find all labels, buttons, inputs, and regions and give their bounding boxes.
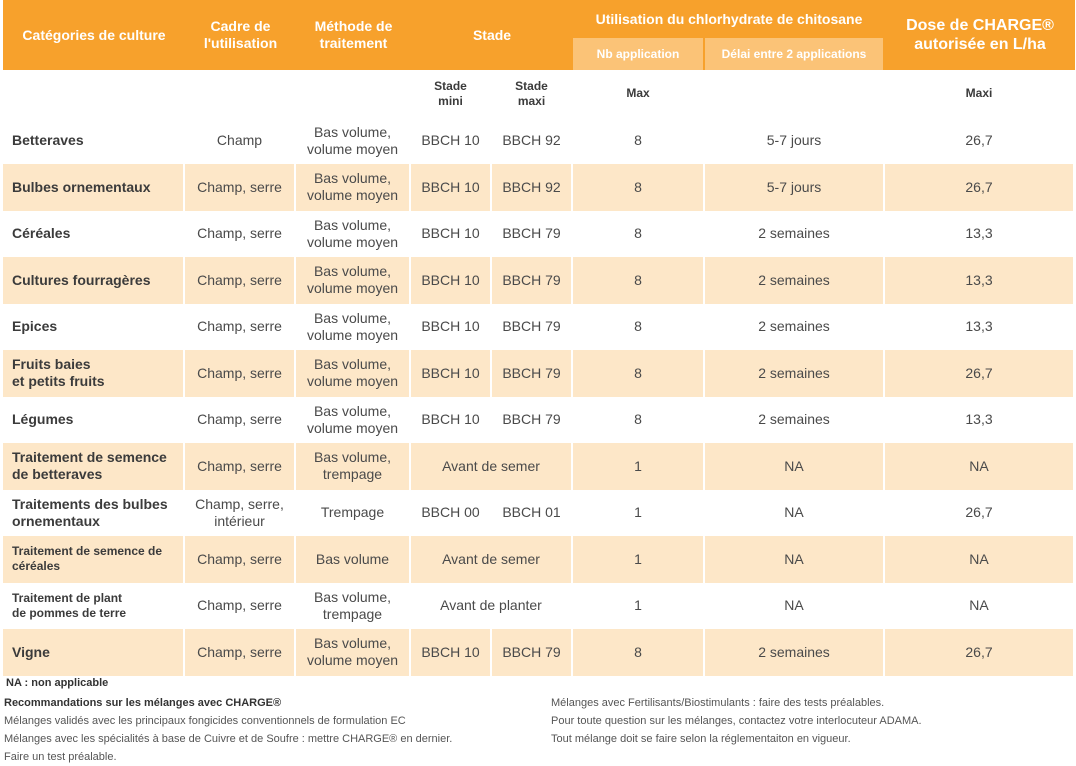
methode-cell-line: Bas volume,	[313, 309, 392, 326]
culture-category	[3, 117, 185, 164]
methode-cell-line: trempage	[322, 605, 383, 622]
nb-application-cell: 8	[573, 304, 705, 351]
dose-cell: 26,7	[885, 350, 1075, 397]
methode-cell-line: volume moyen	[306, 140, 399, 157]
footer-left-line: Mélanges avec les spécialités à base de Cuivre et de Soufre : mettre CHARGE® en dernier.	[4, 733, 453, 745]
dose-cell: 26,7	[885, 629, 1075, 676]
delai-cell: 2 semaines	[705, 304, 885, 351]
subheader-max: Max	[573, 70, 705, 117]
culture-category-line: de pommes de terre	[12, 605, 127, 620]
cadre-cell-line: Champ, serre	[197, 318, 282, 335]
footer-right-line: Mélanges avec Fertilisants/Biostimulants : faire des tests préalables.	[551, 697, 885, 709]
cadre-cell	[185, 397, 296, 444]
stade-mini-cell: BBCH 10	[411, 304, 492, 351]
nb-application-cell: 1	[573, 583, 705, 630]
header-methode-line1: Méthode de	[314, 18, 393, 35]
methode-cell-line: Bas volume,	[313, 588, 392, 605]
cadre-cell	[185, 117, 296, 164]
cadre-cell	[185, 164, 296, 211]
cadre-cell-line: intérieur	[214, 512, 265, 529]
dose-cell: NA	[885, 443, 1075, 490]
culture-category	[3, 490, 185, 537]
culture-category	[3, 350, 185, 397]
culture-category	[3, 583, 185, 630]
table-row	[3, 490, 1075, 537]
table-row	[3, 211, 1075, 258]
stade-mini-cell: BBCH 10	[411, 257, 492, 304]
nb-application-cell: 1	[573, 443, 705, 490]
nb-application-cell: 8	[573, 211, 705, 258]
nb-application-cell: 8	[573, 350, 705, 397]
methode-cell-line: volume moyen	[306, 280, 399, 297]
cadre-cell-line: Champ, serre	[197, 411, 282, 428]
methode-cell	[296, 397, 411, 444]
table-row	[3, 536, 1075, 583]
culture-category-line: Traitements des bulbes	[12, 495, 168, 512]
methode-cell-line: Bas volume,	[313, 170, 392, 187]
dose-cell: 26,7	[885, 117, 1075, 164]
stade-mini-cell: BBCH 10	[411, 164, 492, 211]
nb-application-cell: 8	[573, 164, 705, 211]
stade-span-cell: Avant de semer	[411, 443, 573, 490]
header-cadre	[185, 0, 296, 70]
subheader-empty	[185, 70, 296, 117]
cadre-cell	[185, 536, 296, 583]
cadre-cell-line: Champ, serre	[197, 225, 282, 242]
stade-maxi-cell: BBCH 01	[492, 490, 573, 537]
subheader-empty	[296, 70, 411, 117]
culture-category-line: et petits fruits	[12, 373, 105, 390]
culture-category	[3, 536, 185, 583]
methode-cell	[296, 629, 411, 676]
table-body	[3, 70, 1075, 676]
methode-cell	[296, 583, 411, 630]
culture-table	[3, 70, 1075, 676]
footer-right-line: Pour toute question sur les mélanges, contactez votre interlocuteur ADAMA.	[551, 715, 922, 727]
dose-cell: 13,3	[885, 211, 1075, 258]
delai-cell: NA	[705, 583, 885, 630]
culture-category	[3, 304, 185, 351]
methode-cell-line: Bas volume,	[313, 123, 392, 140]
stade-mini-cell: BBCH 10	[411, 117, 492, 164]
delai-cell: 2 semaines	[705, 211, 885, 258]
culture-category-line: Fruits baies	[12, 356, 91, 373]
methode-cell	[296, 350, 411, 397]
culture-category	[3, 443, 185, 490]
methode-cell	[296, 304, 411, 351]
stade-mini-cell: BBCH 10	[411, 397, 492, 444]
dose-cell: 13,3	[885, 397, 1075, 444]
dose-cell: 13,3	[885, 257, 1075, 304]
methode-cell-line: Bas volume,	[313, 635, 392, 652]
nb-application-cell: 1	[573, 536, 705, 583]
cadre-cell-line: Champ, serre	[197, 643, 282, 660]
nb-application-cell: 8	[573, 257, 705, 304]
methode-cell-line: volume moyen	[306, 419, 399, 436]
methode-cell	[296, 211, 411, 258]
methode-cell-line: Bas volume,	[313, 356, 392, 373]
dose-cell: 26,7	[885, 490, 1075, 537]
methode-cell-line: volume moyen	[306, 326, 399, 343]
methode-cell-line: Bas volume,	[313, 449, 392, 466]
stade-maxi-cell: BBCH 79	[492, 629, 573, 676]
stade-maxi-cell: BBCH 92	[492, 117, 573, 164]
footer-right-notes	[551, 694, 922, 748]
footer-reco-title: Recommandations sur les mélanges avec CHARGE®	[4, 697, 282, 709]
table-row	[3, 350, 1075, 397]
delai-cell: NA	[705, 490, 885, 537]
table-row	[3, 629, 1075, 676]
methode-cell	[296, 536, 411, 583]
delai-cell: 5-7 jours	[705, 164, 885, 211]
table-row	[3, 397, 1075, 444]
methode-cell-line: Bas volume,	[313, 402, 392, 419]
subheader-stade-maxi	[492, 70, 573, 117]
delai-cell: NA	[705, 443, 885, 490]
cadre-cell	[185, 490, 296, 537]
cadre-cell	[185, 211, 296, 258]
methode-cell	[296, 443, 411, 490]
methode-cell-line: trempage	[322, 466, 383, 483]
culture-category	[3, 164, 185, 211]
header-dose-line1: Dose de CHARGE®	[906, 16, 1054, 34]
cadre-cell-line: Champ, serre	[197, 178, 282, 195]
table-row	[3, 304, 1075, 351]
subheader-empty	[705, 70, 885, 117]
header-cadre-line2: l'utilisation	[203, 35, 278, 51]
subheader-stade-mini	[411, 70, 492, 117]
stade-mini-cell: BBCH 10	[411, 350, 492, 397]
cadre-cell-line: Champ, serre	[197, 364, 282, 381]
delai-cell: 2 semaines	[705, 629, 885, 676]
methode-cell-line: volume moyen	[306, 187, 399, 204]
table-row	[3, 583, 1075, 630]
cadre-cell	[185, 629, 296, 676]
methode-cell-line: Bas volume,	[313, 263, 392, 280]
nb-application-cell: 1	[573, 490, 705, 537]
header-utilisation: Utilisation du chlorhydrate de chitosane	[595, 10, 863, 27]
stade-maxi-cell: BBCH 79	[492, 211, 573, 258]
dose-cell: 26,7	[885, 164, 1075, 211]
culture-category-line: Légumes	[12, 411, 74, 428]
stade-mini-line2: mini	[438, 93, 463, 108]
table-row	[3, 443, 1075, 490]
culture-category	[3, 211, 185, 258]
footer-right-line: Tout mélange doit se faire selon la réglementaiton en vigueur.	[551, 733, 851, 745]
culture-category-line: Epices	[12, 318, 58, 335]
header-categories: Catégories de culture	[22, 26, 166, 43]
cadre-cell-line: Champ	[216, 132, 263, 148]
methode-cell-line: Bas volume,	[313, 216, 392, 233]
methode-cell-line: volume moyen	[306, 652, 399, 669]
footer-left-line: Mélanges validés avec les principaux fongicides conventionnels de formulation EC	[4, 715, 406, 727]
methode-cell-line: volume moyen	[306, 233, 399, 250]
delai-cell: 2 semaines	[705, 257, 885, 304]
header-cadre-line1: Cadre de	[210, 18, 271, 35]
stade-maxi-cell: BBCH 92	[492, 164, 573, 211]
delai-cell: NA	[705, 536, 885, 583]
dose-cell: NA	[885, 536, 1075, 583]
culture-category-line: Céréales	[12, 225, 71, 242]
footer-left-line: Faire un test préalable.	[4, 751, 117, 763]
culture-category-line: céréales	[12, 559, 61, 574]
header-stade: Stade	[472, 26, 512, 43]
cadre-cell	[185, 443, 296, 490]
table-row	[3, 117, 1075, 164]
cadre-cell-line: Champ, serre	[197, 550, 282, 567]
culture-category	[3, 257, 185, 304]
methode-cell	[296, 117, 411, 164]
dose-cell: 13,3	[885, 304, 1075, 351]
culture-category-line: Vigne	[12, 643, 50, 660]
subheader-delai: Délai entre 2 applications	[705, 38, 883, 70]
stade-mini-line1: Stade	[434, 78, 467, 93]
header-methode-line2: traitement	[319, 35, 388, 51]
culture-category-line: Betteraves	[12, 132, 84, 148]
delai-cell: 2 semaines	[705, 397, 885, 444]
delai-cell: 2 semaines	[705, 350, 885, 397]
subheader-row	[3, 70, 1075, 117]
cadre-cell-line: Champ, serre,	[195, 495, 284, 512]
culture-category	[3, 629, 185, 676]
stade-span-cell: Avant de planter	[411, 583, 573, 630]
methode-cell-line: Bas volume	[315, 550, 390, 567]
stade-mini-cell: BBCH 10	[411, 211, 492, 258]
culture-category-line: Cultures fourragères	[12, 271, 151, 288]
header-dose-line2: autorisée en L/ha	[914, 36, 1046, 53]
cadre-cell-line: Champ, serre	[197, 457, 282, 474]
subheader-empty	[3, 70, 185, 117]
stade-mini-cell: BBCH 10	[411, 629, 492, 676]
stade-maxi-cell: BBCH 79	[492, 397, 573, 444]
footer-left-notes	[4, 712, 452, 766]
nb-application-cell: 8	[573, 629, 705, 676]
nb-application-cell: 8	[573, 397, 705, 444]
cadre-cell	[185, 257, 296, 304]
stade-maxi-cell: BBCH 79	[492, 257, 573, 304]
culture-category-line: Traitement de plant	[12, 590, 123, 605]
methode-cell-line: Trempage	[320, 504, 385, 521]
methode-cell-line: volume moyen	[306, 373, 399, 390]
subheader-maxi: Maxi	[885, 70, 1075, 117]
stade-maxi-line2: maxi	[517, 93, 546, 108]
stade-maxi-cell: BBCH 79	[492, 304, 573, 351]
cadre-cell-line: Champ, serre	[197, 271, 282, 288]
cadre-cell-line: Champ, serre	[197, 597, 282, 614]
culture-category-line: de betteraves	[12, 466, 103, 483]
footer-na-note: NA : non applicable	[6, 677, 109, 689]
header-methode	[296, 0, 411, 70]
table-row	[3, 257, 1075, 304]
stade-maxi-cell: BBCH 79	[492, 350, 573, 397]
nb-application-cell: 8	[573, 117, 705, 164]
culture-category-line: Traitement de semence	[12, 449, 167, 466]
cadre-cell	[185, 583, 296, 630]
stade-maxi-line1: Stade	[515, 78, 548, 93]
culture-category-line: Bulbes ornementaux	[12, 178, 151, 195]
delai-cell: 5-7 jours	[705, 117, 885, 164]
methode-cell	[296, 257, 411, 304]
cadre-cell	[185, 350, 296, 397]
stade-mini-cell: BBCH 00	[411, 490, 492, 537]
table-row	[3, 164, 1075, 211]
stade-span-cell: Avant de semer	[411, 536, 573, 583]
subheader-nb-application: Nb application	[573, 38, 703, 70]
dose-cell: NA	[885, 583, 1075, 630]
header-dose	[885, 0, 1075, 70]
culture-category-line: Traitement de semence de	[12, 544, 163, 559]
methode-cell	[296, 164, 411, 211]
culture-category	[3, 397, 185, 444]
methode-cell	[296, 490, 411, 537]
cadre-cell	[185, 304, 296, 351]
culture-category-line: ornementaux	[12, 512, 100, 529]
